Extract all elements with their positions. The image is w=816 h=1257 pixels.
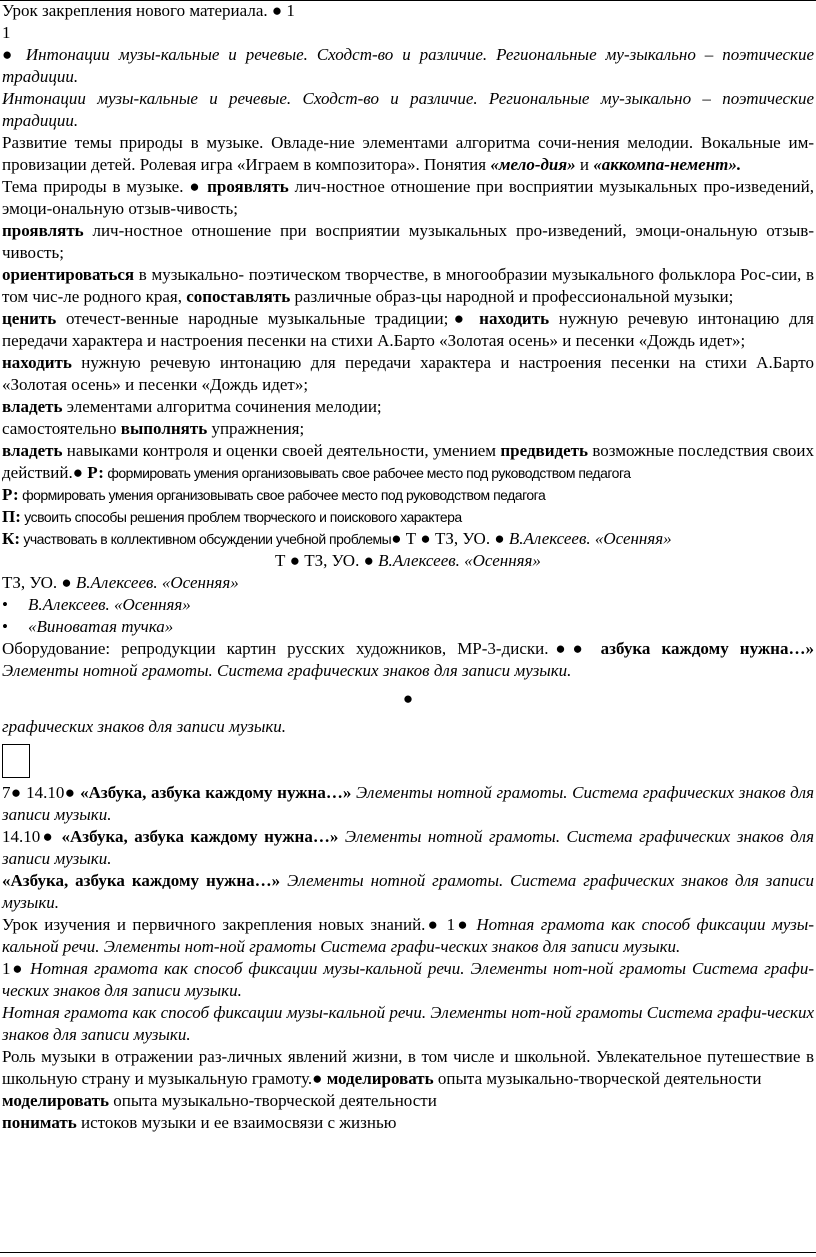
outcome-line: владеть элементами алгоритма сочинения мелодии; — [2, 397, 382, 416]
continuation-line: графических знаков для записи музыки. — [2, 717, 287, 736]
bullet-icon: ● — [425, 915, 441, 934]
list-item: • «Виноватая тучка» — [2, 617, 174, 636]
lesson-line: 14.10● «Азбука, азбука каждому нужна…» Элементы нотной грамоты. Система графических знаков для записи музыки. — [2, 827, 814, 868]
bullet-icon: ● — [189, 177, 202, 196]
number-line: 1 — [2, 23, 11, 42]
bullet-icon: ● — [363, 551, 374, 570]
topic-line: ● Интонации музы-кальные и речевые. Сходст-во и различие. Региональные му-зыкально – поэтические традиции. — [2, 45, 815, 86]
bullet-icon: ● — [402, 689, 414, 708]
bullet-icon: ● — [289, 551, 300, 570]
bullet-icon: ● — [61, 573, 72, 592]
bullet-icon: ● — [312, 1069, 323, 1088]
bullet-icon: ● — [572, 639, 590, 658]
bullet-icon: ● — [455, 915, 470, 934]
lesson-line: «Азбука, азбука каждому нужна…» Элементы нотной грамоты. Система графических знаков для записи музыки. — [2, 871, 814, 912]
topic-line: 1● Нотная грамота как способ фиксации музы-кальной речи. Элементы нот-ной грамоты Система графи-ческих знаков для записи музыки. — [2, 959, 814, 1000]
bullet-icon: ● — [271, 1, 283, 20]
bullet-icon: ● — [420, 529, 431, 548]
outcome-line: самостоятельно выполнять упражнения; — [2, 419, 305, 438]
outcome-line: моделировать опыта музыкально-творческой деятельности — [2, 1091, 437, 1110]
outcome-line: Тема природы в музыке. ● проявлять лич-ностное отношение при восприятии музыкальных про-изведений, эмоци-ональную отзыв-чивость; — [2, 177, 814, 218]
content-paragraph: Роль музыки в отражении раз-личных явлений жизни, в том числе и школьной. Увлекательное путешествие в школьную страну и музыкальную грамоту.● моделировать опыта музыкально-творческой деятельности — [2, 1047, 814, 1088]
bullet-icon: ● — [10, 783, 22, 802]
outcome-line: ценить отечест-венные народные музыкальные традиции;● находить нужную речевую интонацию для передачи характера и настроения песенки на стихи А.Барто «Золотая осень» и песенки «Дождь идет»; — [2, 309, 814, 350]
empty-cell-box — [2, 744, 30, 778]
outcome-line: ориентироваться в музыкально- поэтическом творчестве, в многообразии музыкального фольклора Рос-сии, в том чис-ле родного края, сопоставлять различные образ-цы народной и профессиональной музыки; — [2, 265, 814, 306]
equipment-line: Оборудование: репродукции картин русских художников, МР-3-диски.●● азбука каждому нужна…» Элементы нотной грамоты. Система графических знаков для записи музыки. — [2, 639, 814, 680]
outcome-line: понимать истоков музыки и ее взаимосвязи с жизнью — [2, 1113, 397, 1132]
cognitive-line: П: усвоить способы решения проблем творческого и поискового характера — [2, 507, 462, 526]
communicative-line: К: участвовать в коллективном обсуждении учебной проблемы● Т ● ТЗ, УО. ● В.Алексеев. «Осенняя» — [2, 529, 672, 548]
control-line: Т ● ТЗ, УО. ● В.Алексеев. «Осенняя» — [275, 551, 541, 570]
lesson-type-line: Урок закрепления нового материала. ● 1 — [2, 1, 295, 20]
bullet-icon: ● — [391, 529, 402, 548]
bullet-icon: ● — [448, 309, 470, 328]
topic-line-repeat: Интонации музы-кальные и речевые. Сходст-во и различие. Региональные му-зыкально – поэтические традиции. — [2, 89, 814, 130]
bullet-icon: ● — [494, 529, 505, 548]
topic-line-repeat: Нотная грамота как способ фиксации музы-кальной речи. Элементы нот-ной грамоты Система графи-ческих знаков для записи музыки. — [2, 1003, 814, 1044]
bullet-icon: • — [2, 617, 8, 636]
bullet-icon: ● — [40, 827, 55, 846]
bullet-icon: ● — [64, 783, 76, 802]
lesson-type-line: Урок изучения и первичного закрепления новых знаний.● 1● Нотная грамота как способ фиксации музы-кальной речи. Элементы нот-ной грамоты Система графи-ческих знаков для записи музыки. — [2, 915, 814, 956]
outcome-line: владеть навыками контроля и оценки своей деятельности, умением предвидеть возможные последствия своих действий.● Р: формировать умения организовывать свое рабочее место под руководством педагога — [2, 441, 814, 482]
outcome-line: проявлять лич-ностное отношение при восприятии музыкальных про-изведений, эмоци-ональную отзыв-чивость; — [2, 221, 814, 262]
lesson-line: 7● 14.10● «Азбука, азбука каждому нужна…» Элементы нотной грамоты. Система графических знаков для записи музыки. — [2, 783, 814, 824]
content-paragraph: Развитие темы природы в музыке. Овладе-ние элементами алгоритма сочи-нения мелодии. Вокальные им-провизации детей. Ролевая игра «Играем в композитора». Понятия «мело-дия» и «аккомпа-немент». — [2, 133, 814, 174]
outcome-line: находить нужную речевую интонацию для передачи характера и настроения песенки на стихи А.Барто «Золотая осень» и песенки «Дождь идет»; — [2, 353, 814, 394]
bullet-icon: ● — [10, 959, 25, 978]
bullet-icon: ● — [2, 45, 17, 64]
control-line: ТЗ, УО. ● В.Алексеев. «Осенняя» — [2, 573, 239, 592]
regulative-line: Р: формировать умения организовывать свое рабочее место под руководством педагога — [2, 485, 546, 504]
list-item: • В.Алексеев. «Осенняя» — [2, 595, 191, 614]
bullet-icon: ● — [72, 463, 84, 482]
bullet-icon: • — [2, 595, 8, 614]
bottom-rule — [0, 1252, 816, 1253]
bullet-icon: ● — [548, 639, 573, 658]
